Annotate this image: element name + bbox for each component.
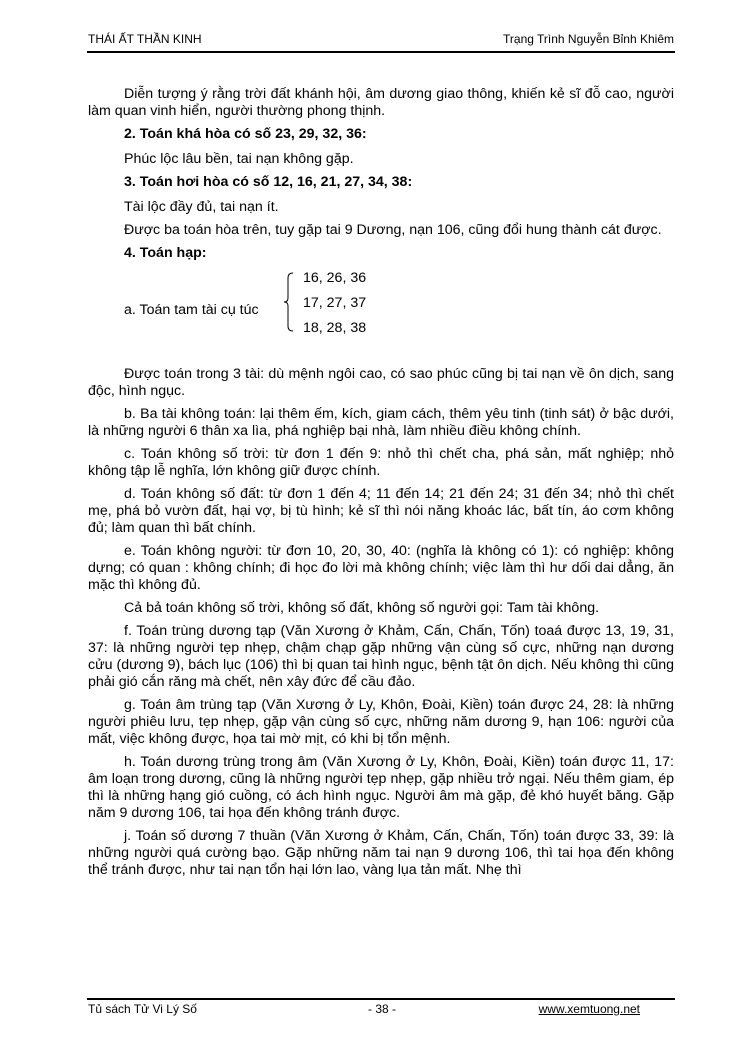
footer-series: Tủ sách Tử Vi Lý Số xyxy=(88,1002,197,1016)
paragraph: j. Toán số dương 7 thuần (Văn Xương ở Khảm, Cấn, Chấn, Tốn) toán được 33, 39: là những người quá cường bạo. Gặp những năm tai nạn 9 dương 106, thì tai họa đến không thể tránh được, như tai nạn tổn hại lớn lao, vàng lụa tản mất. Nhẹ thì xyxy=(88,828,674,878)
section-heading: 2. Toán khá hòa có số 23, 29, 32, 36: xyxy=(124,126,367,142)
paragraph: g. Toán âm trùng tạp (Văn Xương ở Ly, Khôn, Đoài, Kiền) toán được 24, 28: là những người phiêu lưu, tẹp nhẹp, gặp vận cùng số cực, những năm dương 9, hạn 106: người của mất, việc không được, họa tai mờ mịt, có khi bị tổn mệnh. xyxy=(88,697,674,747)
paragraph: Được toán trong 3 tài: dù mệnh ngôi cao, có sao phúc cũng bị tai nạn về ôn dịch, sang độc, hình ngục. xyxy=(88,366,674,399)
section-heading: 4. Toán hạp: xyxy=(124,245,207,261)
paragraph: Tài lộc đầy đủ, tai nạn ít. xyxy=(124,199,279,215)
paragraph: Được ba toán hòa trên, tuy gặp tai 9 Dương, nạn 106, cũng đổi hung thành cát được. xyxy=(124,222,662,238)
paragraph: e. Toán không người: từ đơn 10, 20, 30, 40: (nghĩa là không có 1): có nghiệp: không dựng; có quan : không chính; đi học đo lời mà không chính; việc làm thì hư dối dai dẳng, ăn mặc thì không đủ. xyxy=(88,543,674,593)
tam-tai-value: 17, 27, 37 xyxy=(303,295,367,311)
header-book-title: THÁI ẤT THẦN KINH xyxy=(88,32,202,46)
footer-rule xyxy=(87,998,675,1000)
paragraph: Cả bả toán không số trời, không số đất, không số người gọi: Tam tài không. xyxy=(124,600,600,616)
paragraph: Diễn tượng ý rằng trời đất khánh hội, âm dương giao thông, khiến kẻ sĩ đỗ cao, người làm quan vinh hiển, người thường phong thịnh. xyxy=(88,86,674,119)
paragraph: b. Ba tài không toán: lại thêm ếm, kích, giam cách, thêm yêu tinh (tinh sát) ở bậc dưới, là những người 6 thân xa lìa, phá nghiệp bại nhà, làm nhiều điều không chính. xyxy=(88,406,674,439)
curly-brace-icon xyxy=(283,272,295,332)
page-body xyxy=(88,86,674,885)
paragraph: h. Toán dương trùng trong âm (Văn Xương ở Ly, Khôn, Đoài, Kiền) toán được 11, 17: âm loạn trong dương, cũng là những người tẹp nhẹp, gặp nhiều trở ngại. Nếu thêm giam, ép thì là những hạng gió cuồng, có ách hình ngục. Người âm mà gặp, đẻ khó huyết băng. Gặp năm 9 dương 106, tai họa đến không tránh được. xyxy=(88,754,674,821)
page-footer xyxy=(88,1002,674,1018)
tam-tai-group xyxy=(88,270,674,352)
section-heading: 3. Toán hơi hòa có số 12, 16, 21, 27, 34, 38: xyxy=(124,174,413,190)
tam-tai-label: a. Toán tam tài cụ túc xyxy=(124,302,259,318)
page-header xyxy=(88,32,674,48)
footer-link[interactable]: www.xemtuong.net xyxy=(538,1002,640,1016)
paragraph: c. Toán không số trời: từ đơn 1 đến 9: nhỏ thì chết cha, phá sản, mất nghiệp; nhỏ không tập lễ nghĩa, lớn không giữ được chính. xyxy=(88,446,674,479)
paragraph: f. Toán trùng dương tạp (Văn Xương ở Khảm, Cấn, Chấn, Tốn) toaá được 13, 19, 31, 37: là những người tẹp nhẹp, chậm chạp gặp những vận cùng số cực, những nạn dương cửu (dương 9), bách lục (106) thì bị quan tai hình ngục, bệnh tật ôn dịch. Nếu không thì cũng phải gió cắn răng mà chết, nên xây đức để cầu đảo. xyxy=(88,623,674,690)
paragraph: Phúc lộc lâu bền, tai nạn không gặp. xyxy=(124,151,354,167)
tam-tai-values xyxy=(303,270,366,345)
page-number: - 38 - xyxy=(368,1002,397,1016)
tam-tai-value: 18, 28, 38 xyxy=(303,320,367,336)
header-author: Trạng Trình Nguyễn Bỉnh Khiêm xyxy=(503,32,674,46)
tam-tai-value: 16, 26, 36 xyxy=(303,270,367,286)
header-rule xyxy=(87,51,675,53)
paragraph: d. Toán không số đất: từ đơn 1 đến 4; 11 đến 14; 21 đến 24; 31 đến 34; nhỏ thì chết mẹ, phá bỏ vườn đất, hại vợ, bị tù hình; kẻ sĩ thì nói năng khoác lác, bất tín, áo cơm không đủ; làm quan thì bất chính. xyxy=(88,486,674,536)
